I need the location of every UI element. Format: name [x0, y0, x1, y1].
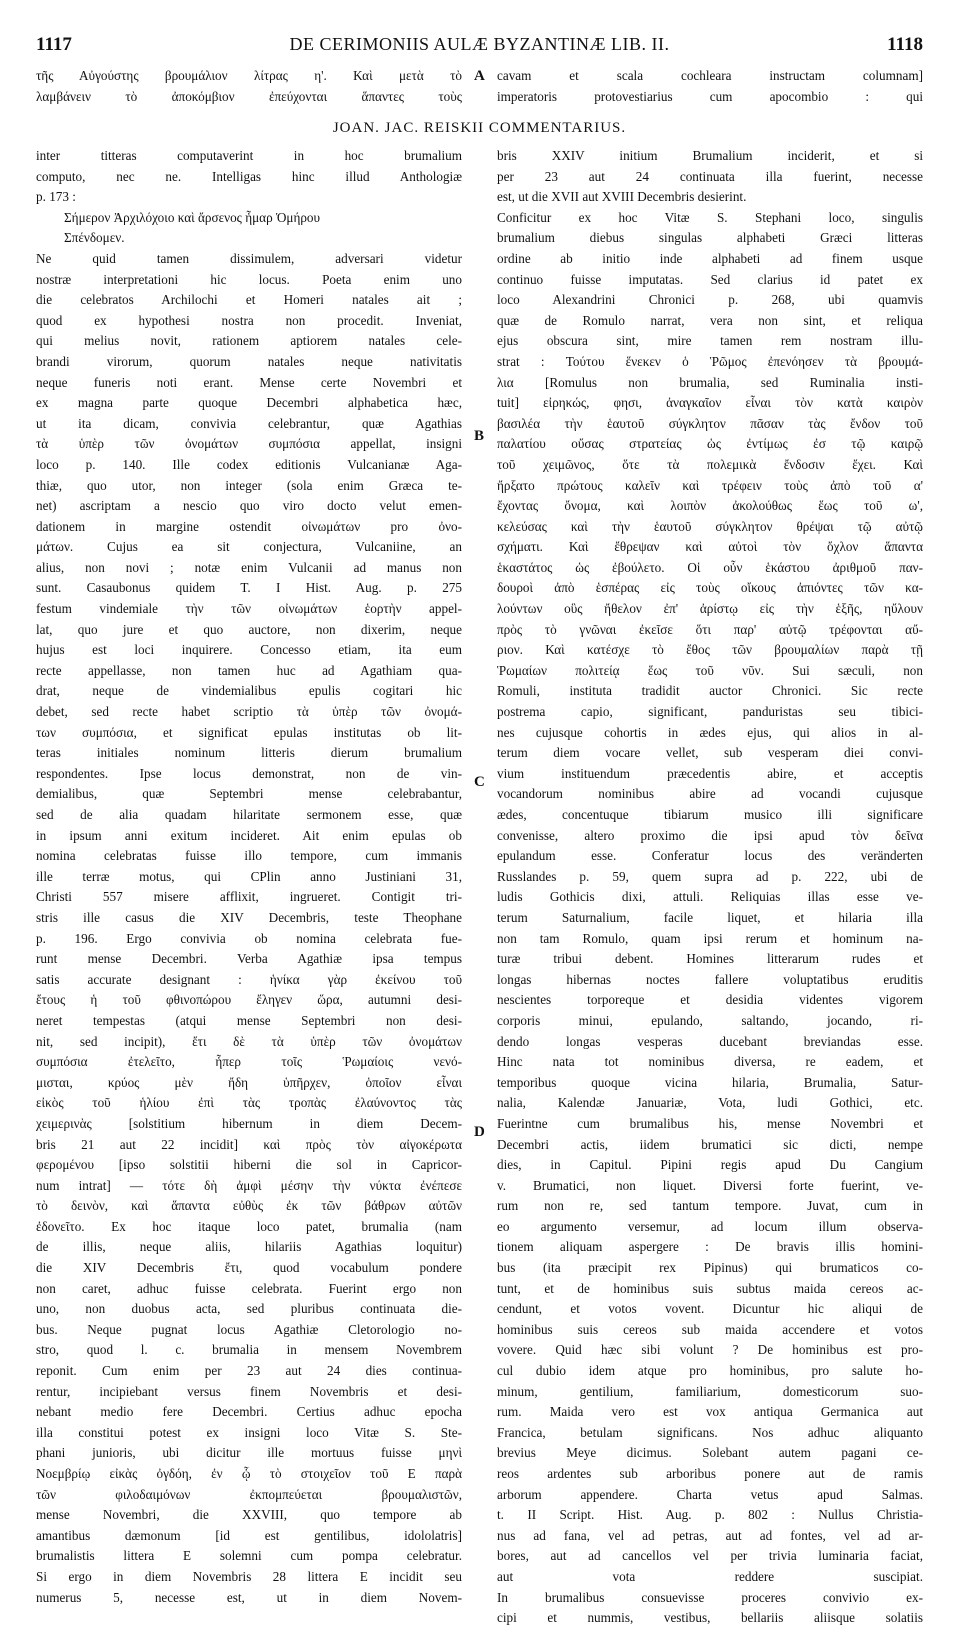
page-number-right: 1118: [887, 34, 923, 55]
text-line: teras initiales nominum litteris dierum brumalium: [36, 745, 462, 761]
text-line: Si ergo in diem Novembris 28 littera E incidit seu: [36, 1568, 462, 1584]
text-line: reos ardentes sub arboribus ponere aut de ramis: [497, 1466, 923, 1481]
text-line: μάτων. Cujus ea sit conjectura, Vulcaniine, an: [36, 539, 462, 555]
text-line: μισται, κρύος μὲν ἤδη ὑπῆρχεν, ὁποῖον εἶναι: [36, 1074, 462, 1090]
text-line: in ipsum anni exitum incideret. Ait enim epulas ob: [36, 827, 462, 843]
text-line: ἤρξατο πρώτους καλεῖν καὶ τρέφειν τοὺς ἀπὸ τοῦ α': [497, 477, 923, 493]
text-line: tuit] εἰρηκώς, φησι, ἀναγκαῖον εἶναι τὸν κατὰ καιρὸν: [497, 395, 923, 411]
text-line: p. 173 :: [36, 189, 76, 205]
text-line: dendo longas vesperas ducebant breviandas esse.: [497, 1033, 923, 1049]
text-line: convenisse, altero proximo die ipsi apud τὸν δεῖνα: [497, 827, 923, 843]
text-line: dationem in margine ostendit οἰνωμάτων pro ὀνο-: [36, 518, 462, 534]
text-line: λαμβάνειν τὸ ἀποκόμβιον ἐπεύχονται ἅπαντες τοὺς: [36, 88, 462, 104]
text-line: continuo fuisse imputatas. Sed clarius id patet ex: [497, 271, 923, 287]
text-line: satis accurate designant : ἡνίκα γὰρ ἐκείνου τοῦ: [36, 971, 462, 987]
text-line: κελεύσας καὶ τὴν ἑαυτοῦ σύγκλητον θρέψαι τῷ αὐτῷ: [497, 518, 923, 534]
margin-marker-a: A: [474, 68, 485, 84]
text-line: Russlandes p. 59, quem supra ad p. 222, ubi de: [497, 868, 923, 884]
text-line: turæ tribui debent. Homines litterarum rudes et: [497, 951, 923, 967]
text-line: cul dubio idem atque pro hominibus, pro salute ho-: [497, 1363, 923, 1379]
text-line: nomina celebratas fuisse illo tempore, cum immanis: [36, 848, 462, 864]
text-line: ἐδονεῖτο. Ex hoc itaque loco patet, brumalia (nam: [36, 1218, 462, 1234]
text-line: Hinc nata tot nominibus diversa, re eadem, et: [497, 1054, 923, 1070]
text-line: τὸ δεινὸν, καὶ ἅπαντα εὐθὺς ἐκ τῶν βάθρων αὐτῶν: [36, 1198, 462, 1214]
text-line: brandi virorum, quorum natales neque nativitatis: [36, 353, 462, 369]
text-line: de illis, neque aliis, hilariis Agathias loquitur): [36, 1239, 462, 1255]
text-line: ut ita dicam, convivia celebrantur, quæ Agathias: [36, 415, 462, 431]
text-line: computo, nec ne. Intelligas hinc illud Anthologiæ: [36, 168, 462, 184]
running-title: DE CERIMONIIS AULÆ BYZANTINÆ LIB. II.: [289, 34, 670, 54]
text-line: των συμπόσια, et significat epulas institutas ob lit-: [36, 724, 462, 740]
text-line: quæ de Romulo narrat, vera non sint, et reliqua: [497, 312, 923, 328]
text-line: rentur, incipiebant versus finem Novembris et desi-: [36, 1383, 462, 1399]
text-line: thiæ, quo utor, non integer (sola enim Græca te-: [36, 477, 462, 493]
text-line: festum vindemiale τὴν τῶν οἰνωμάτων ἑορτὴν appel-: [36, 601, 462, 617]
right-top-latin: [497, 66, 923, 107]
text-line: τῶν φιλοδαιμόνων ἐκπομπεύεται βρουμαλιστῶν,: [36, 1486, 462, 1502]
text-line: minum, gentilium, familiarium, domesticorum suo-: [497, 1383, 923, 1399]
text-line: ille terræ motus, qui CPlin anno Justiniani 31,: [36, 868, 462, 884]
commentary-heading: JOAN. JAC. REISKII COMMENTARIUS.: [332, 120, 627, 136]
text-line: p. 196. Ergo convivia ob nomina celebrata fue-: [36, 930, 462, 946]
text-line: dies, in Capitul. Pipini regis apud Du Cangium: [497, 1157, 923, 1173]
text-line: brumalium diebus singulas alphabeti Græci litteras: [497, 230, 923, 246]
text-line: alius, non novi ; notæ enim Vulcanii ad manus non: [36, 559, 462, 575]
text-line: ἔτους ἡ τοῦ φθινοπώρου ἔληγεν ὥρα, autumni desi-: [36, 992, 462, 1008]
text-line: hominibus suis cereos sub maida accendere et votos: [497, 1321, 923, 1337]
text-line: σχήματι. Καὶ ἔθρεψαν καὶ αὐτοὶ τὸν ὄχλον ἅπαντα: [497, 539, 923, 555]
text-line: Romuli, instituta tradidit auctor Chronici. Sic recte: [497, 683, 923, 699]
text-line: drat, neque de vindemialibus epulis cogitari hic: [36, 683, 462, 699]
text-line: per 23 aut 24 continuata illa fuerint, necesse: [497, 168, 923, 184]
text-line: nostræ interpretationi hic locus. Poeta enim uno: [36, 271, 462, 287]
text-line: mense Novembri, die XXVIII, quo tempore ab: [36, 1507, 462, 1523]
text-line: εἰκὸς τοῦ ἡλίου ἐπὶ τὰς τροπὰς ἐλαύνοντος τὰς: [36, 1095, 462, 1111]
text-line: uno, non duobus acta, sed pluribus continuata die-: [36, 1301, 462, 1317]
text-line: λια [Romulus non brumalia, sed Ruminalia insti-: [497, 374, 923, 390]
text-line: vovere. Quid hæc sibi volunt ? De hominibus est pro-: [497, 1342, 923, 1358]
text-line: sed de alia quadam hilaritate sermonem esse, quæ: [36, 807, 462, 822]
text-line: In brumalibus consuevisse proceres convivio ex-: [497, 1589, 923, 1605]
text-line: Σήμερον Ἀρχιλόχοιο καὶ ἄρσενος ἦμαρ Ὁμήρου: [64, 209, 321, 225]
text-line: debet, sed recte habet scriptio τὰ ὑπὲρ τῶν ὀνομά-: [36, 704, 462, 720]
text-line: ἔχοντας ὄνομα, καὶ λοιπὸν ἀκολούθως ἕως τοῦ ω',: [497, 498, 923, 514]
text-line: nit, sed incipit), ἔτι δὲ τὰ ὑπὲρ τῶν ὀνομάτων: [36, 1033, 462, 1049]
text-line: net) ascriptam a nescio quo viro docto velut emen-: [36, 498, 462, 514]
text-line: δουροὶ ἀπὸ ἑσπέρας εἰς τοὺς οἴκους ἀπιόντες τῶν κα-: [497, 580, 923, 596]
margin-marker-d: D: [474, 1124, 485, 1140]
text-line: epulandum esse. Conferatur locus des veränderten: [497, 848, 923, 864]
text-line: aut vota reddere suscipiat.: [497, 1568, 923, 1584]
text-line: cendunt, et votos vovent. Dicuntur hic aliqui de: [497, 1301, 923, 1317]
text-line: βασιλέα τὴν ἑαυτοῦ σύγκλητον πᾶσαν τὰς ἔνδον τοῦ: [497, 415, 923, 431]
text-line: nebant medio fere Decembri. Certius adhuc epocha: [36, 1404, 462, 1420]
text-line: t. II Script. Hist. Aug. p. 802 : Nullus Christia-: [497, 1507, 923, 1523]
text-line: loco Alexandrini Chronici p. 268, ubi quamvis: [497, 292, 923, 308]
right-text-column: [497, 146, 923, 1629]
text-line: nes cujusque cohortis in ædes ejus, qui alios in al-: [497, 724, 923, 740]
text-line: die XIV Decembris ἔτι, quod vocabulum pondere: [36, 1260, 462, 1276]
text-line: tunt, et de hominibus suis subtus maida cereos ac-: [497, 1280, 923, 1296]
text-line: neret tempestas (atqui mense Septembri non desi-: [36, 1012, 462, 1028]
text-line: ordine ab initio inde alphabeti ad finem usque: [497, 250, 923, 266]
text-line: Ῥωμαίων πολιτείᾳ ἕως τοῦ νῦν. Sui sæculi, non: [497, 662, 923, 678]
text-line: num intrat] — τότε δὴ ἀμφὶ μέσην τὴν νύκτα ἐνέπεσε: [36, 1177, 462, 1193]
text-line: terum diem vocare vellet, sub vesperam diei convi-: [497, 745, 923, 761]
text-line: demialibus, quæ Septembri mense celebrabantur,: [36, 786, 462, 802]
text-line: Decembri actis, iidem brumatici sic dicti, nempe: [497, 1136, 923, 1152]
text-line: nescientes torporeque et desidia videntes vigorem: [497, 992, 923, 1008]
text-line: χειμερινὰς [solstitium hibernum in diem Decem-: [36, 1115, 462, 1131]
text-line: bus (ita præcipit rex Pipinus) qui brumaticos co-: [497, 1260, 923, 1276]
text-line: eo argumento versemur, ad locum illum observa-: [497, 1218, 923, 1234]
text-line: terum Saturnalium, facile liquet, et hilaria illa: [497, 909, 923, 925]
text-line: rum. Maida vero est vox antiqua Germanica aut: [497, 1404, 923, 1420]
text-line: phani junioris, ubi dicitur ille mortuus fuisse μηνὶ: [36, 1445, 462, 1461]
text-line: Conficitur ex hoc Vitæ S. Stephani loco, singulis: [497, 209, 923, 225]
text-line: neque funeris noti erant. Mense certe Novembri et: [36, 374, 462, 390]
text-line: arborum appendere. Charta vetus apud Salmas.: [497, 1486, 923, 1502]
text-line: vocandorum nominibus abire ad vocandi cujusque: [497, 786, 923, 802]
left-text-column: [36, 146, 462, 1608]
text-line: longas hibernas noctes fallere voluptatibus eruditis: [497, 971, 923, 987]
page-number-left: 1117: [36, 34, 72, 55]
text-line: die celebratos Archilochi et Homeri natales ait ;: [36, 292, 462, 308]
text-line: bris 21 aut 22 incidit] καὶ πρὸς τὸν αἰγοκέρωτα: [36, 1136, 462, 1152]
text-line: imperatoris protovestiarius cum apocombio : qui: [497, 88, 923, 104]
text-line: runt mense Decembri. Verba Agathiæ ipsa tempus: [36, 951, 462, 967]
text-line: λούντων οὓς ἤθελον ἐπ' ἀρίστῳ εἰς τὴν ἑξῆς, ηὔλουν: [497, 601, 923, 617]
text-line: συμπόσια ἐτελεῖτο, ἧπερ τοῖς Ῥωμαίοις νενό-: [36, 1054, 462, 1070]
text-line: non caret, adhuc fuisse celebrata. Fuerint ergo non: [36, 1280, 462, 1296]
text-line: hujus est loci inquirere. Concesso etiam, ita eum: [36, 642, 462, 658]
text-line: qui melius novit, rationem aptiorem natales cele-: [36, 333, 462, 349]
text-line: quod ex hypothesi nostra non procedit. Inveniat,: [36, 312, 462, 328]
text-line: corporis minui, epulando, saltando, jocando, ri-: [497, 1012, 923, 1028]
text-line: nalia, Kalendæ Januariæ, Vota, ludi Gothici, etc.: [497, 1095, 923, 1111]
left-top-greek: [36, 66, 462, 107]
text-line: nus ad fana, vel ad petras, aut ad fontes, vel ad ar-: [497, 1527, 923, 1543]
margin-marker-b: B: [474, 428, 485, 444]
text-line: ex magna parte quoque Decembri alphabetica hæc,: [36, 395, 462, 411]
text-line: respondentes. Ipse locus demonstrat, non de vin-: [36, 765, 462, 781]
text-line: πρὸς τὸ γνῶναι ἐκεῖσε ὅτι παρ' αὐτῷ τρέφονται αὔ-: [497, 621, 923, 637]
text-line: ριον. Καὶ κατέσχε τὸ ἔθος τῶν βρουμαλίων παρὰ τῇ: [497, 642, 923, 658]
text-line: non tam Romulo, quam ipsi rerum et hominum na-: [497, 930, 923, 946]
text-line: recte appellasse, non tamen huc ad Agathiam qua-: [36, 662, 462, 678]
text-line: est, ut die XVII aut XVIII Decembris desierint.: [497, 189, 747, 205]
text-line: Fuerintne cum brumalibus his, mense Novembri et: [497, 1115, 923, 1131]
text-line: sunt. Casaubonus quidem T. I Hist. Aug. p. 275: [36, 580, 462, 596]
text-line: bus. Neque pugnat locus Agathiæ Cletorologio no-: [36, 1321, 462, 1337]
text-line: παλατίου οὔσας στρατείας ὡς ἐντίμως ἐσ τῷ καιρῷ: [497, 436, 923, 452]
text-line: postrema capio, significant, panduristas seu tibici-: [497, 704, 923, 720]
text-line: bris XXIV initium Brumalium inciderit, et si: [497, 148, 923, 163]
text-line: Σπένδομεν.: [64, 230, 125, 246]
text-line: v. Brumatici, non liquet. Diversi forte fuerint, ve-: [497, 1177, 923, 1193]
text-line: temporibus quoque vicina hilaria, Brumalia, Satur-: [497, 1074, 923, 1090]
text-line: τὰ ὑπὲρ τῶν ὀνομάτων συμπόσια appellat, insigni: [36, 436, 462, 452]
running-header: [36, 34, 923, 58]
text-line: lat, quo jure et quo auctore, non dixerim, neque: [36, 621, 462, 637]
text-line: brevius Meye dicimus. Solebant autem pagani ce-: [497, 1445, 923, 1461]
text-line: cipi et nummis, vestibus, bellariis aliisque solatiis: [497, 1610, 923, 1626]
text-line: ædes, concentuque tibiarum musico illi significare: [497, 807, 923, 822]
text-line: φερομένου [ipso solstitii hiberni die sol in Capricor-: [36, 1157, 462, 1173]
margin-marker-c: C: [474, 774, 485, 790]
text-line: Ne quid tamen dissimulem, adversari videtur: [36, 250, 462, 266]
text-line: ludis Gothicis dixi, attuli. Reliquias illas esse ve-: [497, 889, 923, 905]
text-line: Francica, betulam significans. Nos adhuc aliquanto: [497, 1424, 923, 1440]
text-line: bores, aut ad cancellos vel per trivia luminaria faciat,: [497, 1548, 923, 1564]
text-line: strat : Τούτου ἕνεκεν ὁ Ῥῶμος ἐπενόησεν τὰ βρουμά-: [497, 353, 923, 369]
text-line: amantibus dæmonum [id est gentilibus, idololatris]: [36, 1527, 462, 1543]
text-line: brumalistis littera E solemni cum pompa celebratur.: [36, 1548, 462, 1564]
text-line: reponit. Cum enim per 23 aut 24 dies continua-: [36, 1363, 462, 1379]
text-line: loco p. 140. Ille codex editionis Vulcanianæ Aga-: [36, 456, 462, 472]
text-line: ἑκαστάτος ὡς ἐβούλετο. Οἱ οὖν ἑκάστου ἀριθμοῦ παν-: [497, 559, 923, 575]
text-line: tionem aliquam aspergere : De bravis illis homini-: [497, 1239, 923, 1255]
text-line: cavam et scala cochleara instructam columnam]: [497, 68, 923, 83]
text-line: rum non re, sed tantum tempore. Juvat, cum in: [497, 1198, 923, 1214]
text-line: stro, quod l. c. brumalia in mensem Novembrem: [36, 1342, 462, 1358]
text-line: τῆς Αὐγούστης βρουμάλιον λίτρας η'. Καὶ μετὰ τὸ: [36, 68, 462, 83]
text-line: Christi 557 misere afflixit, ingrueret. Contigit tri-: [36, 889, 462, 905]
text-line: ejus obscura sint, mire tamen rem nostram illu-: [497, 333, 923, 349]
text-line: stris ille casus die XIV Decembris, teste Theophane: [36, 909, 462, 925]
text-line: Νοεμβρίῳ εἰκὰς ὀγδόη, ἐν ᾧ τὸ στοιχεῖον τοῦ Ε παρὰ: [36, 1466, 462, 1481]
text-line: inter titteras computaverint in hoc brumalium: [36, 148, 462, 163]
text-line: τοῦ χειμῶνος, ὅτε τὰ πολεμικὰ ἔνδοσιν ἔχει. Καὶ: [497, 456, 923, 472]
text-line: numerus 5, necesse est, ut in diem Novem-: [36, 1589, 462, 1605]
text-line: vium instituendum præcedentis abire, et acceptis: [497, 765, 923, 781]
text-line: illa constitui potest ex insigni loco Vitæ S. Ste-: [36, 1424, 462, 1440]
